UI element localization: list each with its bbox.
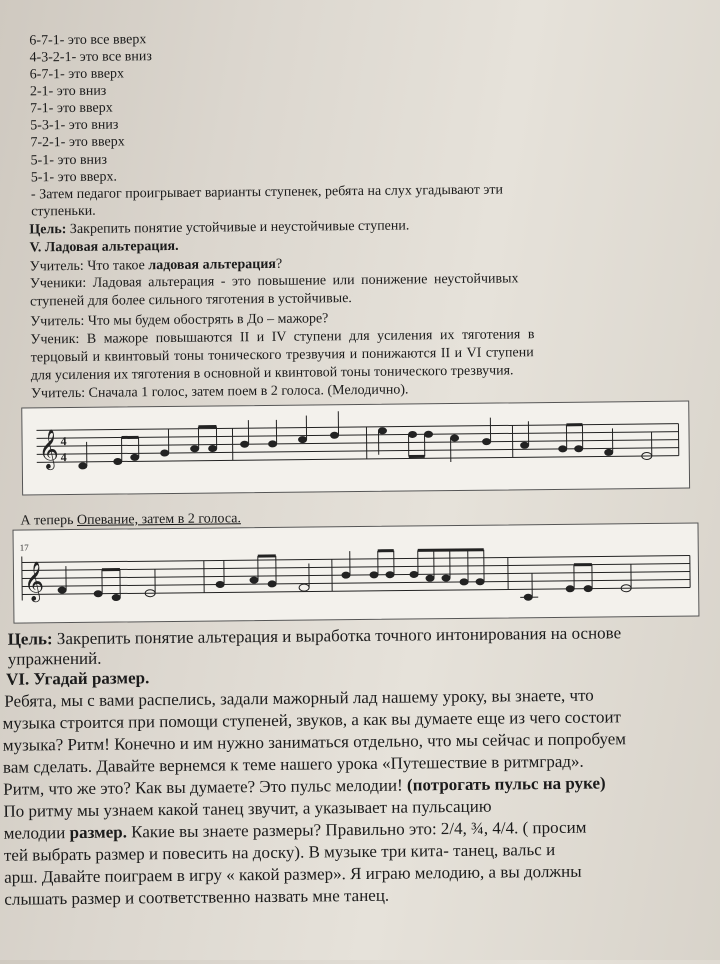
paragraph-line: музыка? Ритм! Конечно и им нужно заниматься отдельно, что мы сейчас и попробуем [3, 729, 626, 756]
step-line: 2-1- это вниз [30, 84, 107, 101]
goal-1 [29, 218, 409, 238]
paragraph-line: слышать размер и соответственно назвать мне танец. [4, 886, 389, 910]
music-score-2 [13, 522, 700, 623]
paragraph-text: мелодии [4, 823, 70, 843]
paragraph-line: По ритму мы узнаем какой танец звучит, а указывает на пульсацию [3, 797, 491, 822]
answer-2-line: Ученик: В мажоре повышаются II и IV ступени для усиления их тяготения в [30, 327, 534, 348]
paragraph-bold-text: (потрогать пульс на руке) [407, 773, 606, 794]
paragraph-text: Ритм, что же это? Как вы думаете? Это пульс мелодии! [3, 776, 407, 799]
paragraph-line: вам сделать. Давайте вернемся к теме нашего урока «Путешествие в ритмград». [3, 752, 584, 778]
goal-text: Закрепить понятие альтерация и выработка точного интонирования на основе [53, 623, 622, 648]
step-line: 7-1- это вверх [30, 101, 113, 118]
paragraph-line: Ребята, мы с вами распелись, задали мажорный лад нашему уроку, вы знаете, что [4, 686, 594, 712]
answer-1-line: Ученики: Ладовая альтерация - это повышение или понижение неустойчивых [30, 271, 519, 292]
step-line: 4-3-2-1- это все вниз [29, 49, 152, 66]
goal-label: Цель: [8, 629, 53, 648]
answer-1-line: ступеней для более сильного тяготения в устойчивые. [30, 291, 352, 310]
goal-2-line-2: упражнений. [8, 649, 102, 670]
answer-2-line: терцовый и квинтовый тоны тонического трезвучия и понижаются II и VI ступени [31, 345, 534, 366]
now-line-underlined: Опевание, затем в 2 голоса. [77, 511, 241, 528]
goal-2 [8, 623, 622, 649]
paragraph-line [3, 773, 606, 799]
question-3: Учитель: Сначала 1 голос, затем поем в 2 голоса. (Мелодично). [31, 382, 409, 402]
question-1-suffix: ? [276, 257, 282, 272]
section-6-title: VI. Угадай размер. [6, 668, 149, 689]
treble-clef-icon: 𝄞 [24, 561, 45, 602]
time-signature-bottom: 4 [61, 450, 67, 464]
step-line: 7-2-1- это вверх [30, 134, 124, 151]
paragraph-line: музыка строится при помощи ступеней, звуков, а как вы думаете еще из чего состоит [2, 707, 621, 733]
answer-2-line: для усиления их тяготения в основной и квинтовой тоны тонического трезвучия. [31, 363, 514, 384]
section-5-title: V. Ладовая альтерация. [29, 239, 178, 257]
goal-label: Цель: [29, 222, 66, 237]
treble-clef-icon: 𝄞 [38, 429, 59, 470]
question-1 [30, 257, 283, 276]
measure-number: 17 [20, 542, 30, 552]
music-score-1 [21, 401, 690, 496]
question-1-term: ладовая альтерация [148, 257, 276, 273]
question-1-prefix: Учитель: Что такое [30, 258, 149, 274]
now-line-prefix: А теперь [20, 513, 77, 529]
question-2: Учитель: Что мы будем обострять в До – мажоре? [30, 311, 328, 330]
step-line: 5-1- это вниз [31, 153, 108, 170]
staff-2 [14, 523, 699, 622]
paragraph-line: тей выбрать размер и повесить на доску). В музыке три кита- танец, вальс и [4, 840, 555, 866]
staff-1 [22, 402, 689, 495]
step-line: 5-3-1- это вниз [30, 118, 118, 135]
step-line: 6-7-1- это вверх [30, 66, 124, 83]
step-line: 6-7-1- это все вверх [29, 32, 146, 49]
paragraph-text: Какие вы знаете размеры? Правильно это: 2/4, ¾, 4/4. ( просим [127, 818, 587, 842]
teacher-plays-line: - Затем педагог проигрывает варианты ступенек, ребята на слух угадывают эти [31, 182, 503, 203]
teacher-plays-line: ступеньки. [31, 204, 96, 221]
goal-text: Закрепить понятие устойчивые и неустойчивые ступени. [66, 218, 409, 237]
paragraph-line: арш. Давайте поиграем в игру « какой размер». Я играю мелодию, а вы должны [4, 862, 582, 888]
step-line: 5-1- это вверх. [31, 170, 117, 187]
paragraph-bold-text: размер. [69, 822, 127, 842]
notes-1 [78, 408, 652, 469]
time-signature-top: 4 [61, 434, 67, 448]
